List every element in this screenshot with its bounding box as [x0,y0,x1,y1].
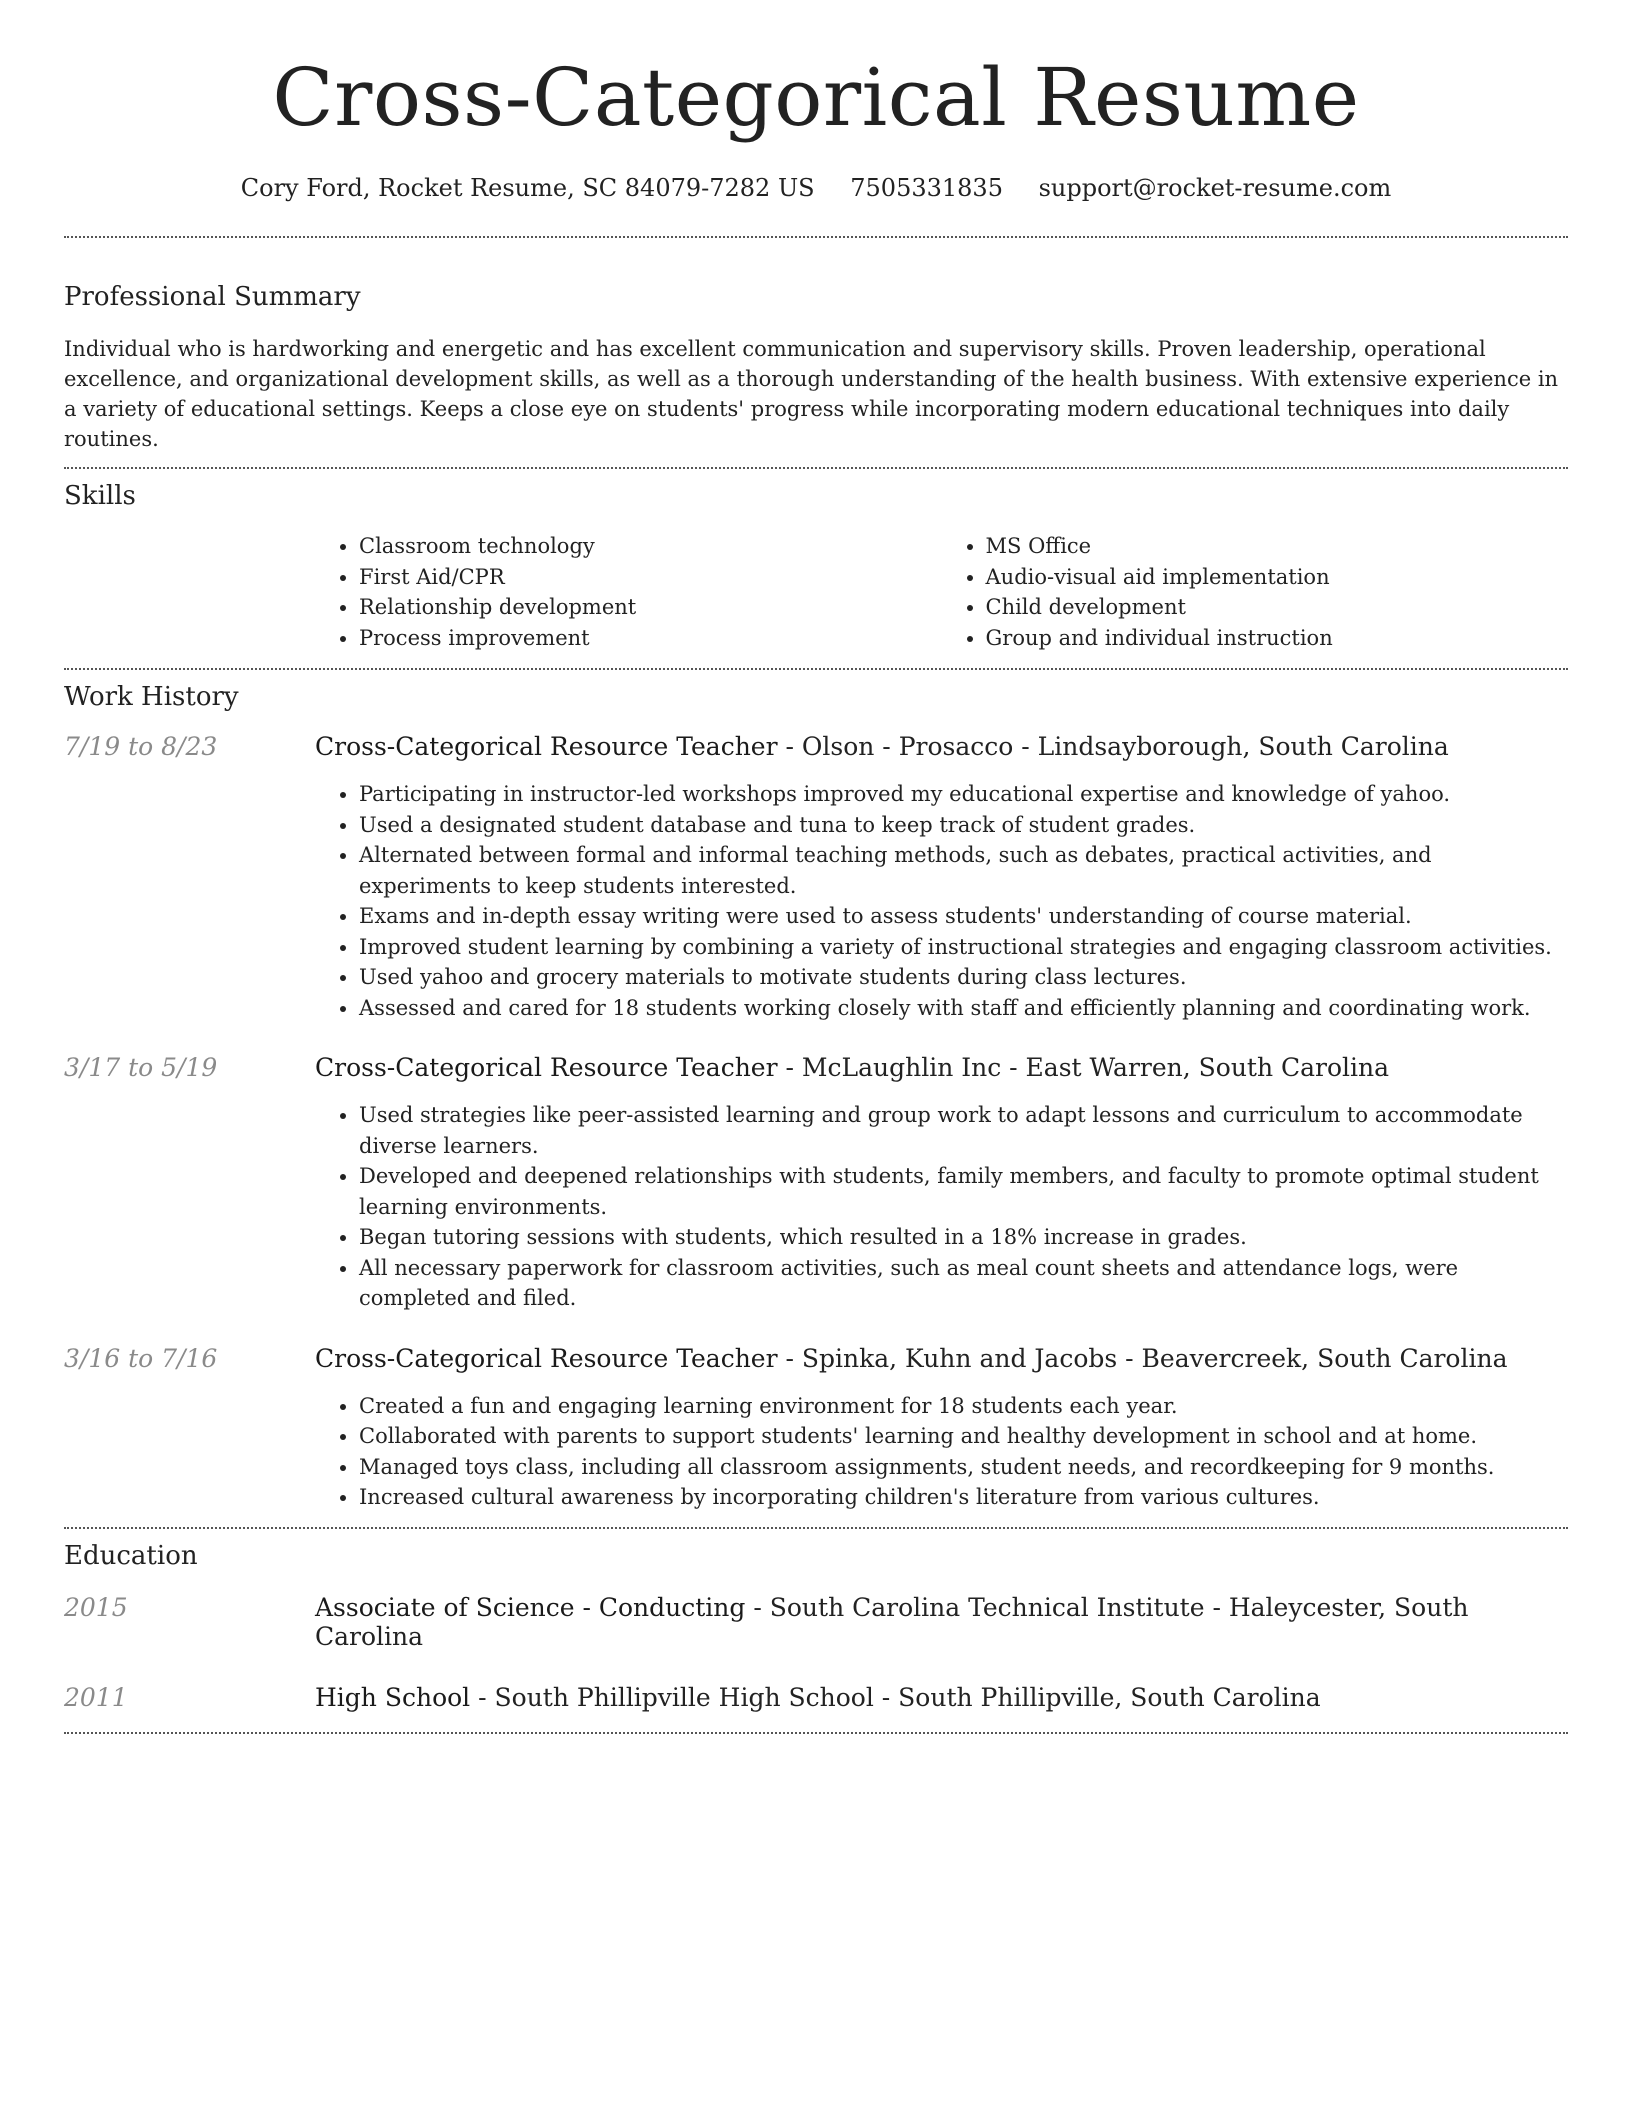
job-entry [64,732,1568,1023]
skill-item: • Child development [986,592,1569,623]
skills-section [64,481,1568,653]
job-title: Cross-Categorical Resource Teacher [315,1053,778,1082]
job-header [64,1344,1568,1373]
list-item: • Participating in instructor-led workshops improved my educational expertise and knowledge of yahoo. [359,779,1568,810]
job-dates: 3/17 to 5/19 [64,1053,218,1082]
list-item: • Used a designated student database and tuna to keep track of student grades. [359,810,1568,841]
skill-item: • Classroom technology [359,531,942,562]
contact-phone: 7505331835 [850,174,1003,202]
education-line [315,1683,1321,1712]
contact-address: Cory Ford, Rocket Resume, SC 84079-7282 US [240,174,815,202]
job-title-line [315,1053,1389,1082]
skill-item: • MS Office [986,531,1569,562]
divider [64,1527,1568,1529]
contact-email: support@rocket-resume.com [1038,174,1392,202]
job-bullets [315,1100,1568,1314]
education-entry [64,1593,1568,1651]
job-header [64,1053,1568,1082]
list-item: • Assessed and cared for 18 students working closely with staff and efficiently planning and coordinating work. [359,993,1568,1024]
divider [64,467,1568,469]
list-item: • Created a fun and engaging learning environment for 18 students each year. [359,1391,1568,1422]
section-heading-summary: Professional Summary [64,282,361,312]
education-degree: Associate of Science - Conducting [315,1592,746,1622]
job-bullets [315,779,1568,1023]
education-section [64,1541,1568,1712]
job-employer: - Olson - Prosacco - Lindsayborough, South Carolina [777,732,1449,761]
list-item: • Collaborated with parents to support students' learning and healthy development in school and at home. [359,1421,1568,1452]
job-header [64,732,1568,761]
job-bullets [315,1391,1568,1513]
job-entry [64,1053,1568,1314]
work-history-section [64,682,1568,1513]
education-school: - South Phillipville High School - South Phillipville, South Carolina [470,1682,1321,1712]
list-item: • Used strategies like peer-assisted learning and group work to adapt lessons and curriculum to accommodate diverse learners. [359,1100,1568,1161]
list-item: • Improved student learning by combining a variety of instructional strategies and engaging classroom activities. [359,932,1568,963]
education-degree: High School [315,1682,471,1712]
list-item: • Began tutoring sessions with students, which resulted in a 18% increase in grades. [359,1222,1568,1253]
skill-item: • Process improvement [359,623,942,654]
skills-column-right [942,531,1569,653]
section-heading-work: Work History [64,682,239,712]
list-item: • Increased cultural awareness by incorporating children's literature from various cultures. [359,1482,1568,1513]
job-dates: 3/16 to 7/16 [64,1343,218,1373]
job-title-line [315,1344,1507,1373]
list-item: • Managed toys class, including all classroom assignments, student needs, and recordkeeping for 9 months. [359,1452,1568,1483]
job-entry [64,1344,1568,1513]
divider [64,668,1568,670]
skill-item: • First Aid/CPR [359,562,942,593]
page-title: Cross-Categorical Resume [272,51,1360,144]
education-year: 2015 [64,1592,128,1622]
list-item: • Used yahoo and grocery materials to motivate students during class lectures. [359,962,1568,993]
divider [64,236,1568,238]
skill-item: • Relationship development [359,592,942,623]
skills-column-left [315,531,942,653]
job-title: Cross-Categorical Resource Teacher [315,732,778,761]
section-heading-skills: Skills [64,481,136,511]
skill-item: • Group and individual instruction [986,623,1569,654]
list-item: • Alternated between formal and informal teaching methods, such as debates, practical activities, and experiments to keep students interested. [359,840,1568,901]
list-item: • All necessary paperwork for classroom activities, such as meal count sheets and attendance logs, were completed and filed. [359,1253,1568,1314]
education-year: 2011 [64,1682,128,1712]
list-item: • Exams and in-depth essay writing were used to assess students' understanding of course material. [359,901,1568,932]
summary-section [64,282,1568,454]
job-title: Cross-Categorical Resource Teacher [315,1343,778,1373]
job-dates: 7/19 to 8/23 [64,732,218,761]
skills-list [315,531,1568,653]
list-item: • Developed and deepened relationships with students, family members, and faculty to promote optimal student learning environments. [359,1161,1568,1222]
education-school: - South Carolina Technical Institute - Haleycester, South Carolina [315,1592,1469,1651]
section-heading-education: Education [64,1540,198,1571]
education-line [315,1593,1568,1651]
divider [64,1732,1568,1734]
skill-item: • Audio-visual aid implementation [986,562,1569,593]
summary-text: Individual who is hardworking and energetic and has excellent communication and supervisory skills. Proven leadership, operational excellence, and organizational development skills, as well as a thorough understanding of the health business. With extensive experience in a variety of educational settings. Keeps a close eye on students' progress while incorporating modern educational techniques into daily routines. [64,337,1559,451]
job-title-line [315,732,1449,761]
contact-info [64,174,1568,202]
job-employer: - Spinka, Kuhn and Jacobs - Beavercreek, South Carolina [777,1343,1508,1373]
job-employer: - McLaughlin Inc - East Warren, South Carolina [777,1053,1390,1082]
education-entry [64,1683,1568,1712]
